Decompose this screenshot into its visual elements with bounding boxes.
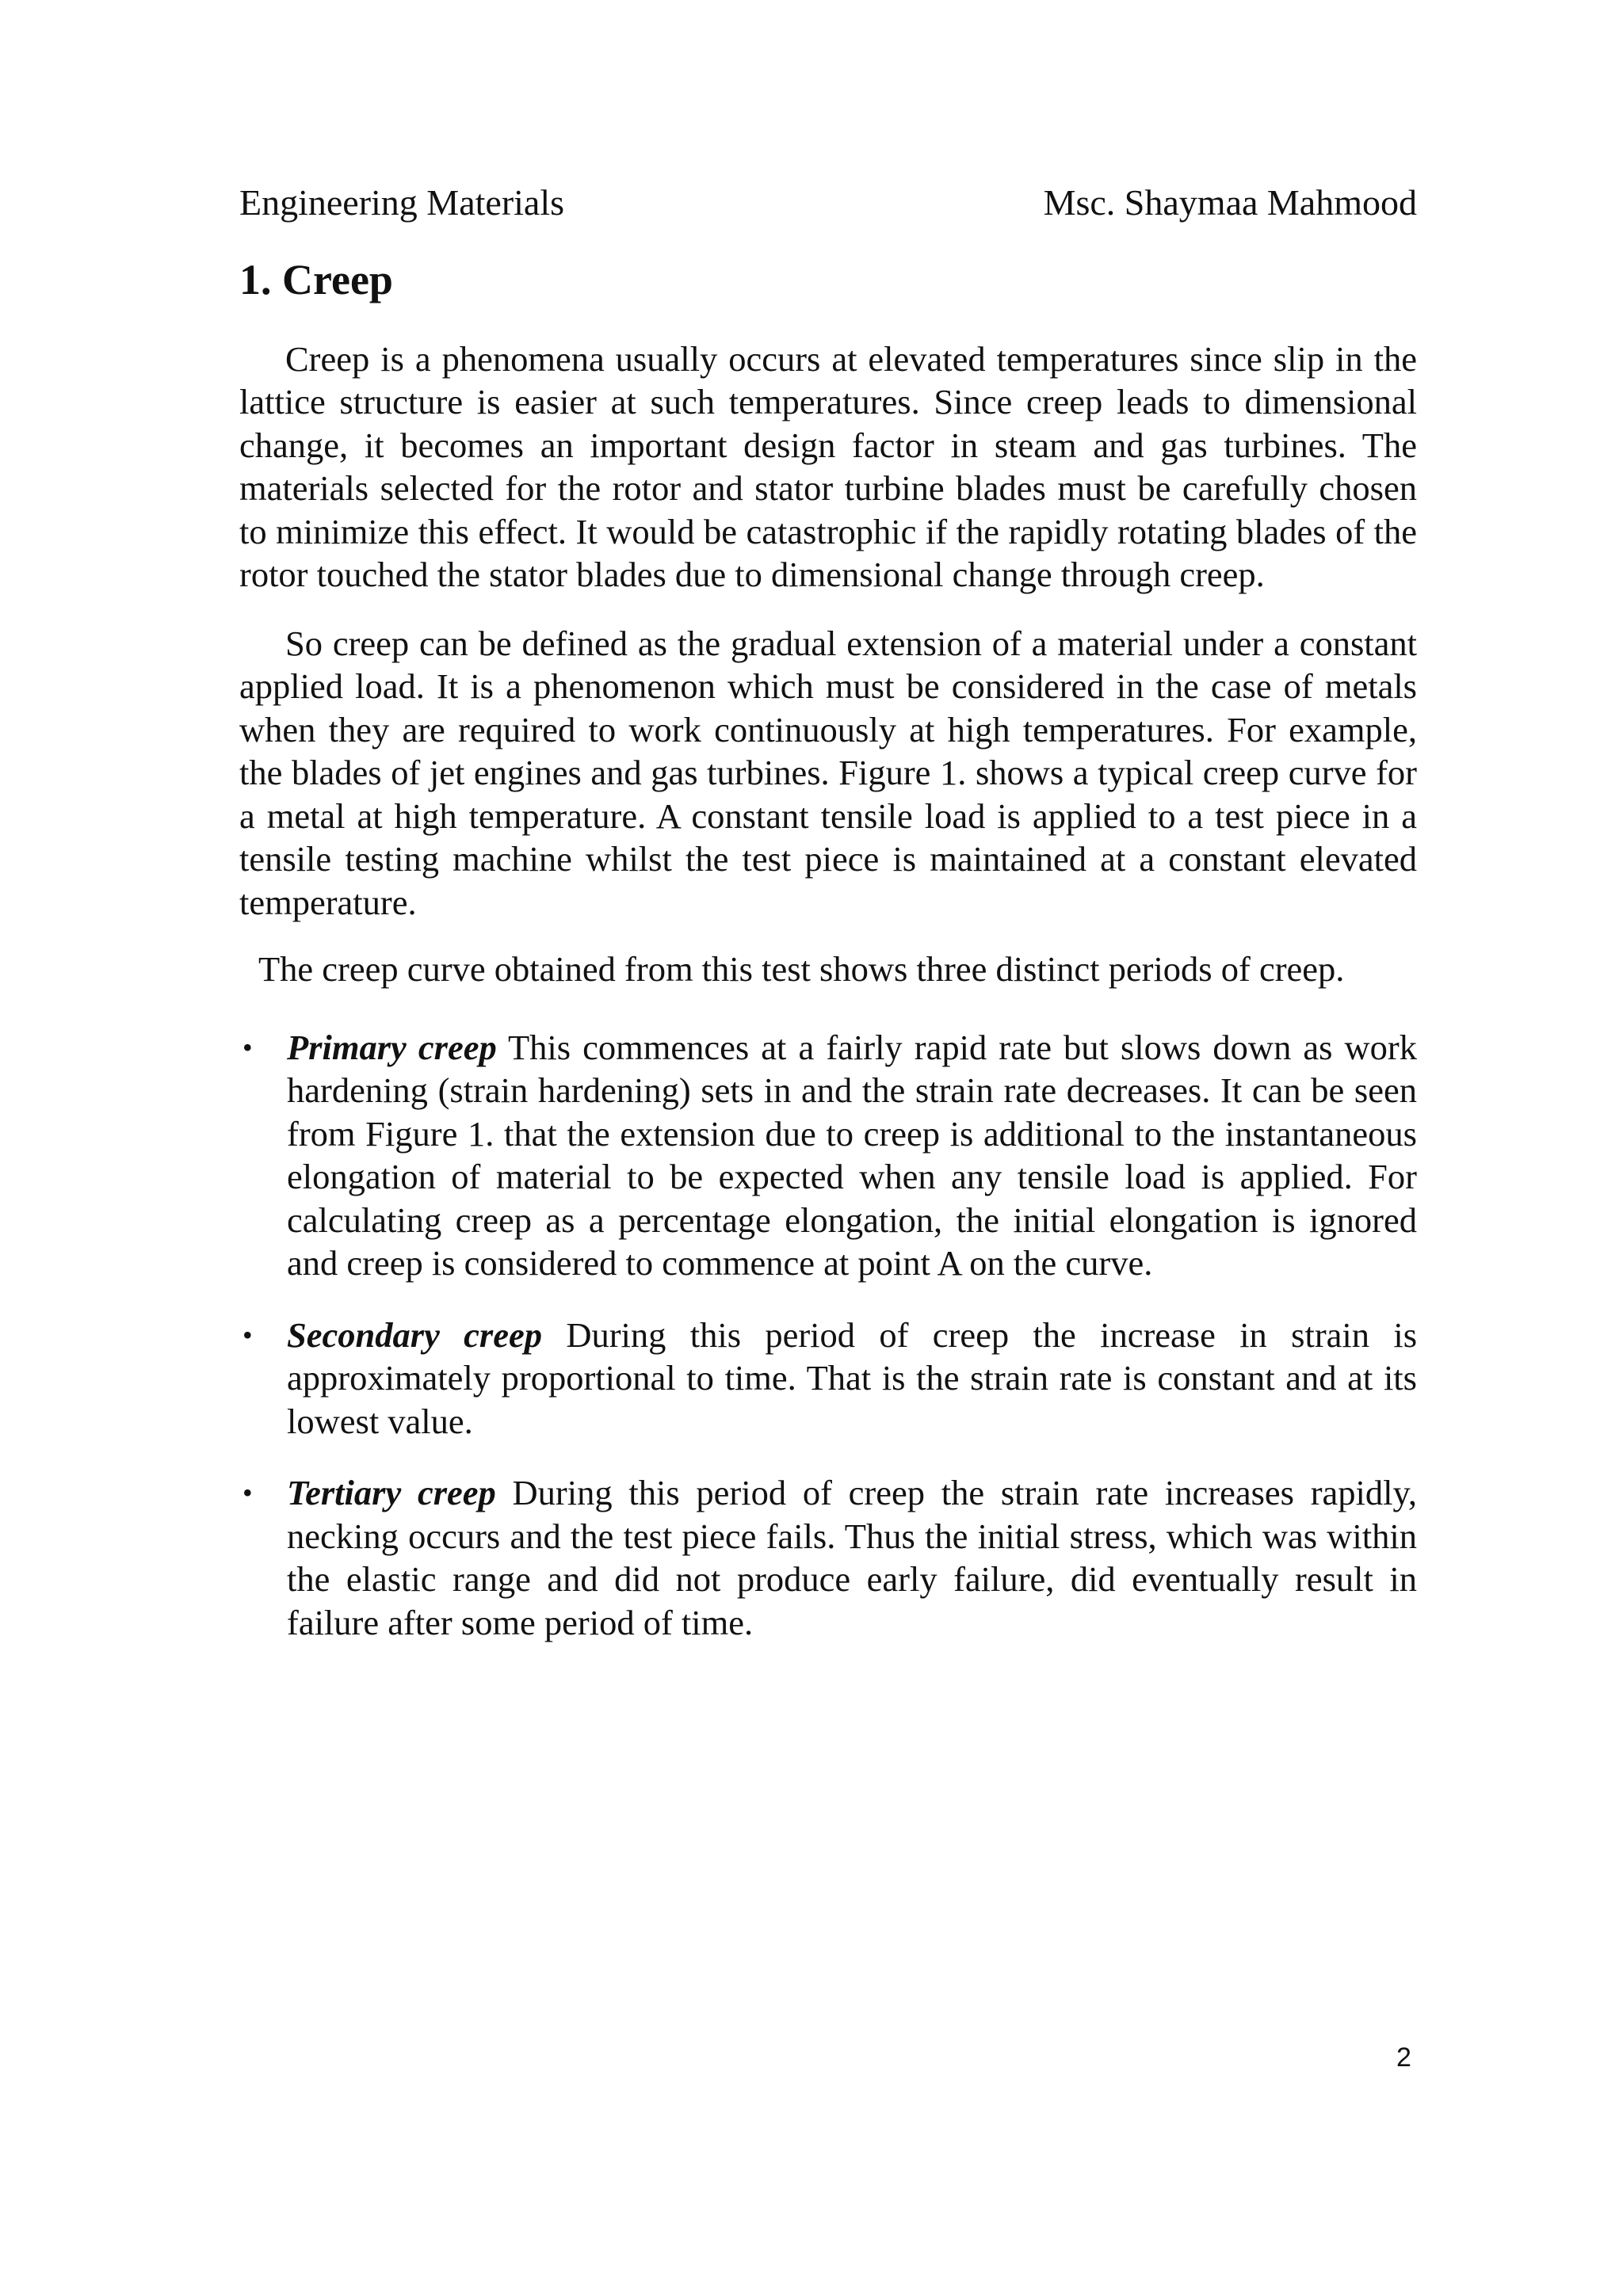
bullet-icon: • [242,1318,253,1351]
term-primary-creep: Primary creep [287,1027,497,1067]
list-item-primary-creep [239,1026,1417,1285]
term-secondary-creep: Secondary creep [287,1314,542,1355]
term-tertiary-creep: Tertiary creep [287,1473,496,1513]
page-header [239,181,1417,224]
page-number: 2 [1396,2042,1411,2073]
description-tertiary-creep: During this period of creep the strain rate increases rapidly, necking occurs and the test piece fails. Thus the initial stress, which was within the elastic range and did not produce early failure, did eventually result in failure after some period of time. [287,1473,1417,1642]
header-author: Msc. Shaymaa Mahmood [1043,182,1417,223]
bullet-icon: • [242,1031,253,1063]
description-primary-creep: This commences at a fairly rapid rate but slows down as work hardening (strain hardening) sets in and the strain rate decreases. It can be seen from Figure 1. that the extension due to creep is additional to the instantaneous elongation of material to be expected when any tensile load is applied. For calculating creep as a percentage elongation, the initial elongation is ignored and creep is considered to commence at point A on the curve. [287,1027,1417,1283]
creep-stages-list [239,1026,1417,1645]
paragraph-intro: Creep is a phenomena usually occurs at elevated temperatures since slip in the lattice structure is easier at such temperatures. Since creep leads to dimensional change, it becomes an important design factor in steam and gas turbines. The materials selected for the rotor and stator turbine blades must be carefully chosen to minimize this effect. It would be catastrophic if the rapidly rotating blades of the rotor touched the stator blades due to dimensional change through creep. [239,338,1417,595]
page-content [239,181,1417,1672]
paragraph-definition: So creep can be defined as the gradual extension of a material under a constant applied load. It is a phenomenon which must be considered in the case of metals when they are required to work continuously at high temperatures. For example, the blades of jet engines and gas turbines. Figure 1. shows a typical creep curve for a metal at high temperature. A constant tensile load is applied to a test piece in a tensile testing machine whilst the test piece is maintained at a constant elevated temperature. [239,623,1417,922]
list-item-secondary-creep [239,1314,1417,1444]
paragraph-periods: The creep curve obtained from this test shows three distinct periods of creep. [258,949,1345,990]
section-title: 1. Creep [239,256,393,304]
list-item-tertiary-creep [239,1471,1417,1644]
bullet-icon: • [242,1477,253,1509]
description-secondary-creep: During this period of creep the increase in strain is approximately proportional to time. That is the strain rate is constant and at its lowest value. [287,1314,1418,1441]
header-course-title: Engineering Materials [239,182,565,223]
